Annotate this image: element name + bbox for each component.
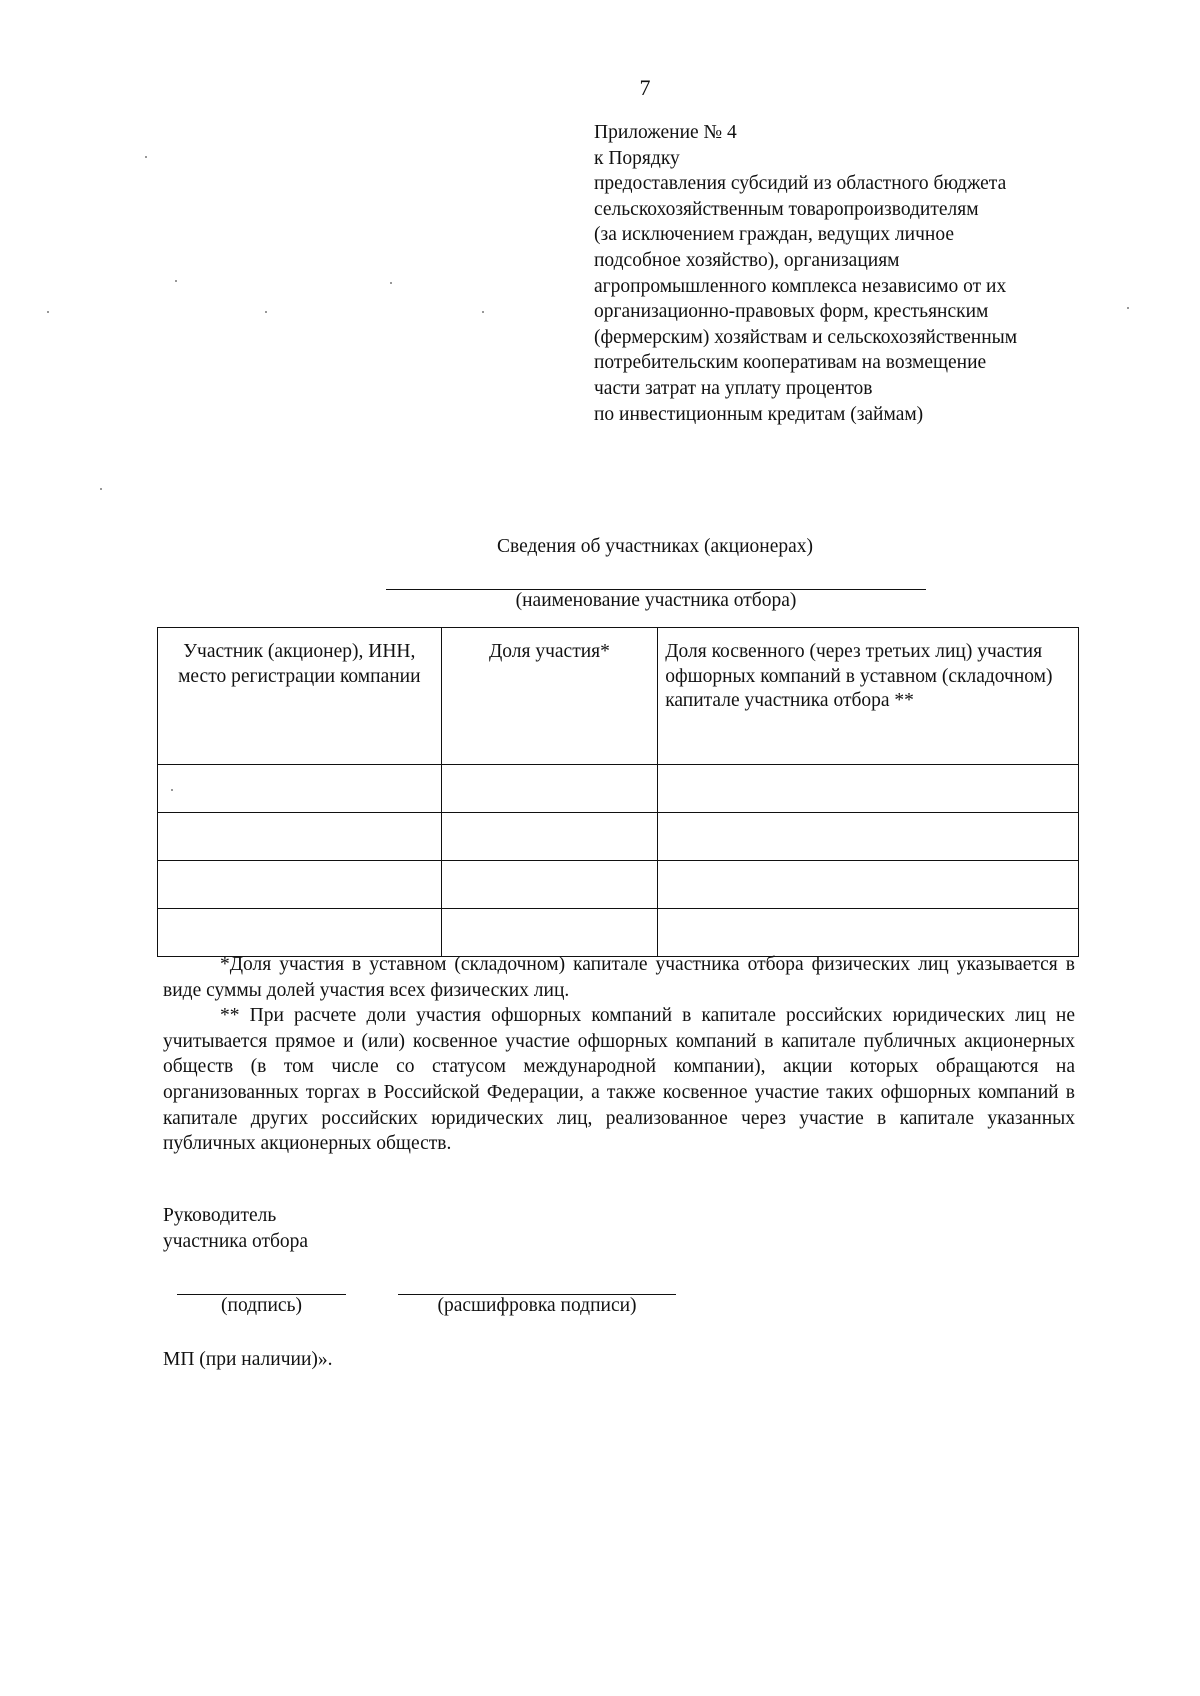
footnote-offshore: ** При расчете доли участия офшорных компаний в капитале российских юридических лиц не учитывается прямое и (или) косвенное участие офшорных компаний в капитале публичных акционерных обществ (в том числе со статусом международной компании), акции которых обращаются на организованных торгах в Российской Федерации, а также косвенное участие таких офшорных компаний в капитале других российских юридических лиц, реализованное через участие в капитале указанных публичных акционерных обществ.	[163, 1005, 1075, 1155]
page-number: 7	[639, 75, 651, 100]
appendix-header	[594, 120, 1114, 427]
table-header-row	[158, 628, 1079, 765]
footnote-share: *Доля участия в уставном (складочном) капитале участника отбора физических лиц указывается в виде суммы долей участия всех физических лиц.	[163, 954, 1075, 1001]
table-cell	[158, 813, 442, 861]
signer-title	[163, 1203, 308, 1255]
scan-speck	[390, 282, 392, 284]
scan-speck	[175, 280, 177, 282]
table-cell	[158, 765, 442, 813]
scan-speck	[171, 789, 173, 791]
scan-speck	[145, 156, 147, 158]
table-cell	[441, 813, 658, 861]
signer-line: участника отбора	[163, 1231, 309, 1252]
appendix-line: (фермерским) хозяйствам и сельскохозяйственным	[594, 326, 1018, 348]
header-offshore-share: Доля косвенного (через третьих лиц) участия офшорных компаний в уставном (складочном) капитале участника отбора **	[658, 628, 1079, 765]
scan-speck	[482, 311, 484, 313]
table-cell	[158, 861, 442, 909]
stamp-note: МП (при наличии)».	[163, 1349, 333, 1370]
document-heading: Сведения об участниках (акционерах)	[496, 536, 814, 557]
footnotes	[163, 952, 1075, 1157]
scan-speck	[1127, 307, 1129, 309]
signer-line: Руководитель	[163, 1205, 277, 1226]
appendix-line: агропромышленного комплекса независимо от их	[594, 275, 1007, 297]
table-cell	[658, 813, 1079, 861]
table-row	[158, 813, 1079, 861]
table-cell	[441, 861, 658, 909]
scan-speck	[100, 488, 102, 490]
table-row	[158, 765, 1079, 813]
table-cell	[658, 765, 1079, 813]
appendix-line: Приложение № 4	[594, 122, 737, 143]
appendix-line: потребительским кооперативам на возмещение	[594, 352, 987, 374]
appendix-line: части затрат на уплату процентов	[594, 377, 873, 399]
header-share: Доля участия*	[441, 628, 658, 765]
table-cell	[441, 909, 658, 957]
signature-caption: (подпись)	[221, 1295, 302, 1316]
table-cell	[441, 765, 658, 813]
appendix-line: предоставления субсидий из областного бюджета	[594, 173, 1007, 195]
appendix-line: подсобное хозяйство), организациям	[594, 249, 900, 271]
appendix-line: организационно-правовых форм, крестьянским	[594, 301, 989, 323]
scan-speck	[265, 311, 267, 313]
participants-table	[157, 627, 1079, 957]
scan-speck	[47, 311, 49, 313]
table-row	[158, 909, 1079, 957]
table-cell	[658, 909, 1079, 957]
transcript-caption: (расшифровка подписи)	[437, 1295, 637, 1316]
appendix-line: по инвестиционным кредитам (займам)	[594, 403, 924, 425]
header-participant: Участник (акционер), ИНН, место регистрации компании	[158, 628, 442, 765]
participant-name-caption: (наименование участника отбора)	[515, 590, 797, 611]
table-row	[158, 861, 1079, 909]
appendix-line: (за исключением граждан, ведущих личное	[594, 224, 954, 246]
appendix-line: к Порядку	[594, 147, 680, 169]
appendix-line: сельскохозяйственным товаропроизводителям	[594, 198, 979, 220]
table-cell	[658, 861, 1079, 909]
table-cell	[158, 909, 442, 957]
